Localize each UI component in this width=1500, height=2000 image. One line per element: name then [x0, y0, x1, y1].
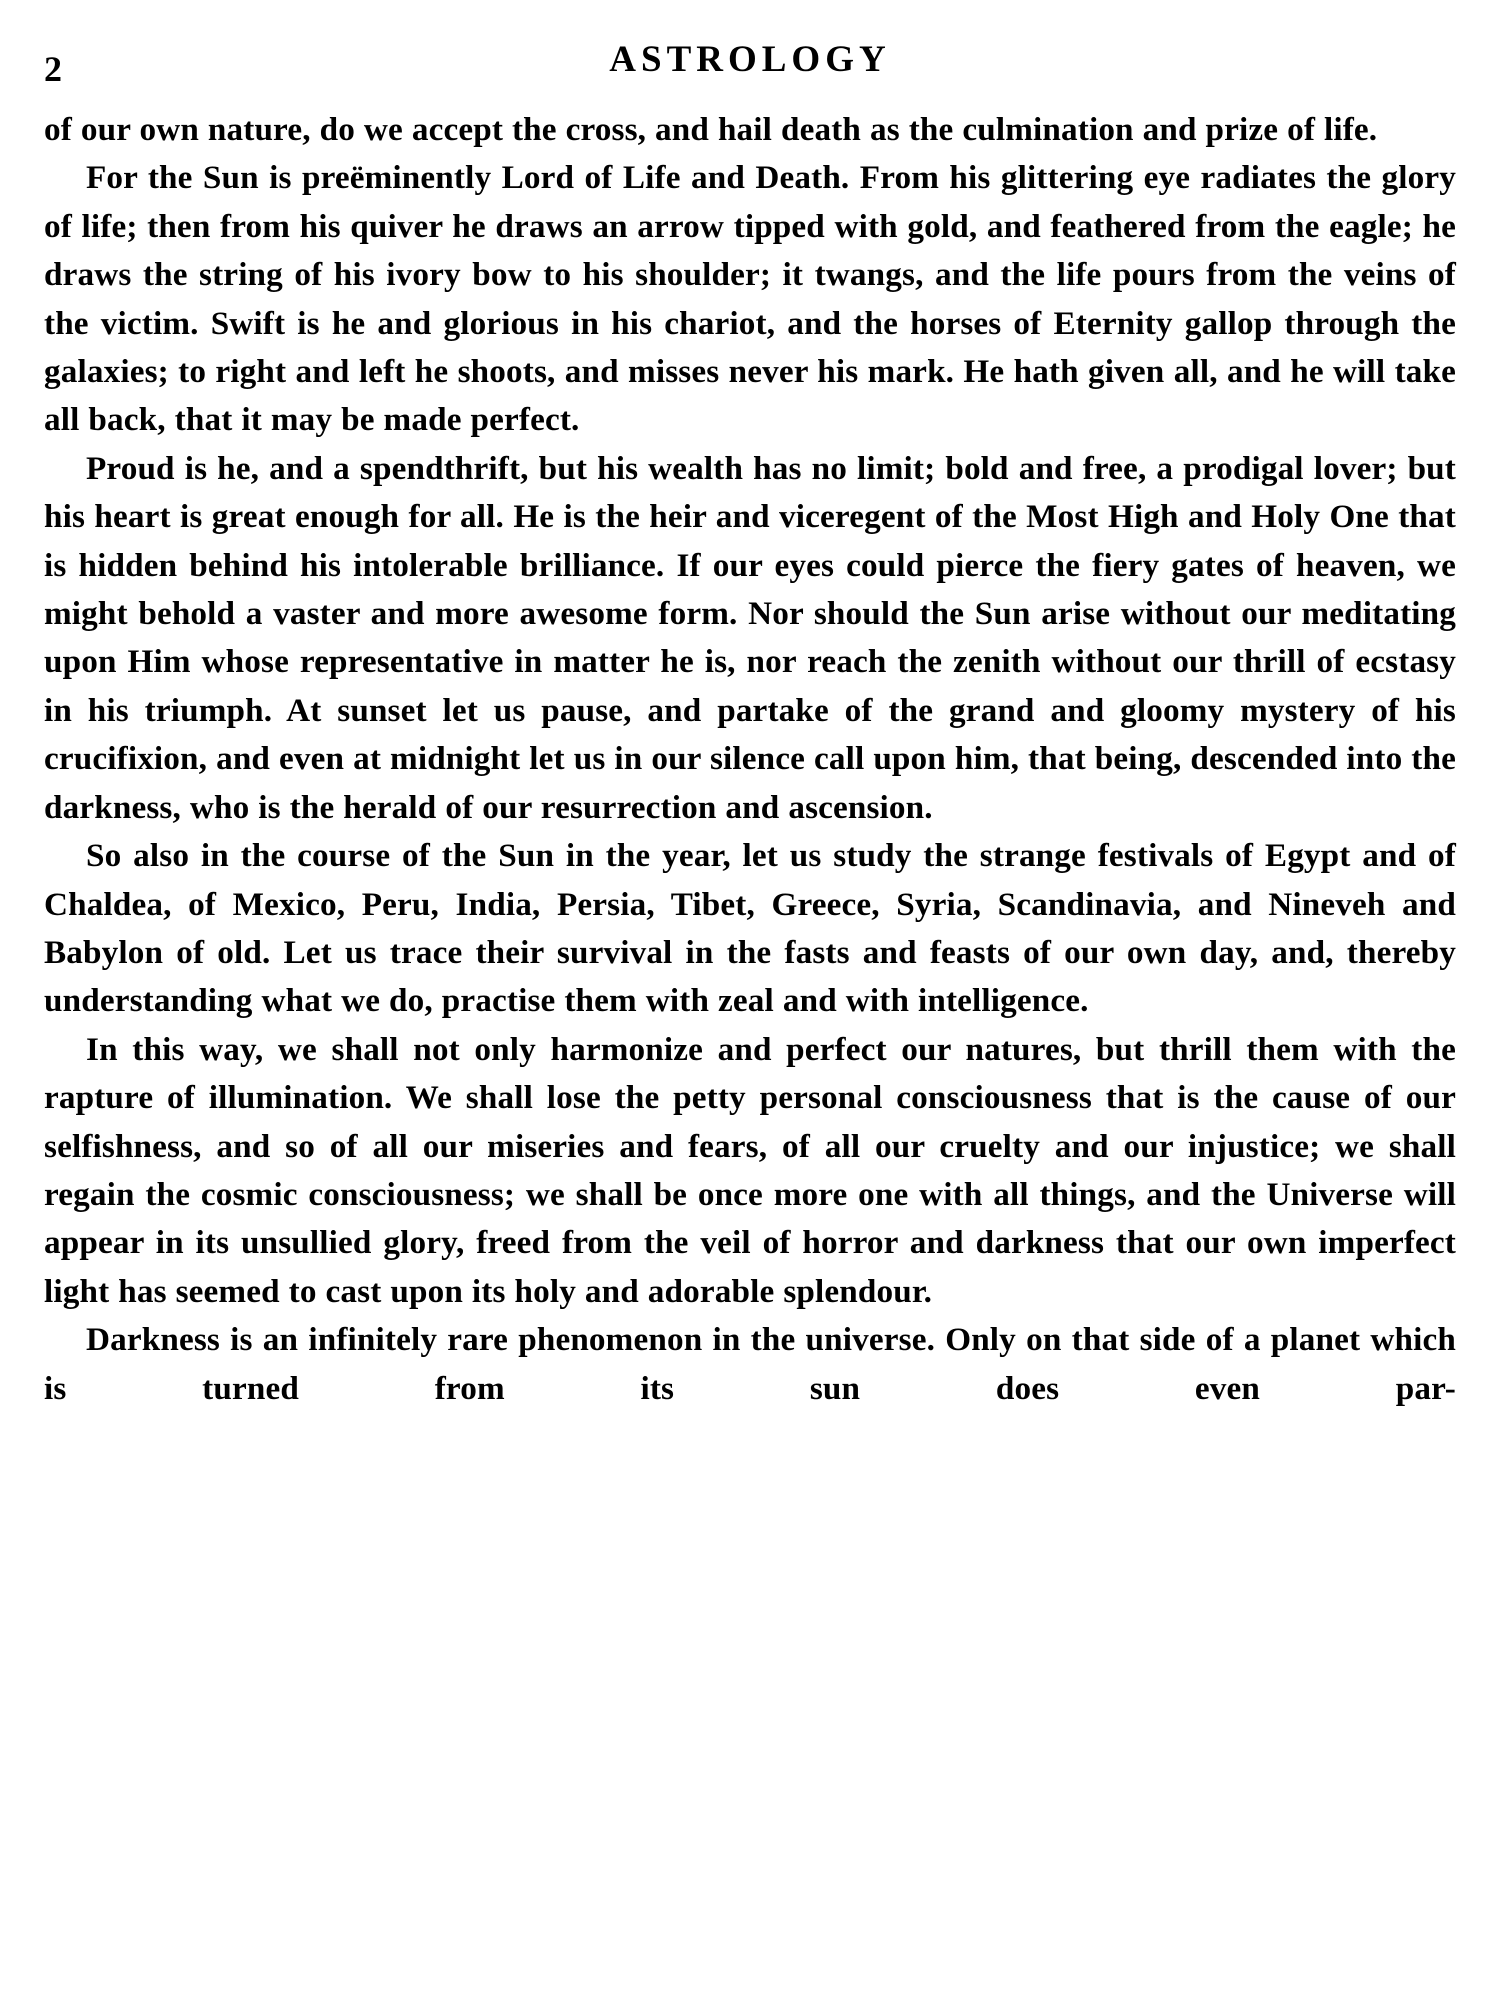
paragraph: of our own nature, do we accept the cross, and hail death as the culmination and prize of life. — [44, 111, 1378, 148]
paragraph: For the Sun is preëminently Lord of Life and Death. From his glittering eye radiates the glory of life; then from his quiver he draws an arrow tipped with gold, and feathered from the eagle; he draws the string of his ivory bow to his shoulder; it twangs, and the life pours from the veins of the victim. Swift is he and glorious in his chariot, and the horses of Eternity gallop through the galaxies; to right and left he shoots, and misses never his mark. He hath given all, and he will take all back, that it may be made perfect. — [44, 159, 1456, 439]
paragraph: In this way, we shall not only harmonize and perfect our natures, but thrill them with the rapture of illumination. We shall lose the petty personal consciousness that is the cause of our selfishness, and so of all our miseries and fears, of all our cruelty and our injustice; we shall regain the cosmic consciousness; we shall be once more one with all things, and the Universe will appear in its unsullied glory, freed from the veil of horror and darkness that our own imperfect light has seemed to cast upon its holy and adorable splendour. — [44, 1030, 1456, 1310]
page-header — [44, 30, 1456, 102]
body-text — [44, 106, 1456, 1413]
paragraph: Proud is he, and a spendthrift, but his wealth has no limit; bold and free, a prodigal lover; but his heart is great enough for all. He is the heir and viceregent of the Most High and Holy One that is hidden behind his intolerable brilliance. If our eyes could pierce the fiery gates of heaven, we might behold a vaster and more awesome form. Nor should the Sun arise without our meditating upon Him whose representative in matter he is, nor reach the zenith without our thrill of ecstasy in his triumph. At sunset let us pause, and partake of the grand and gloomy mystery of his crucifixion, and even at midnight let us in our silence call upon him, that being, descended into the darkness, who is the herald of our resurrection and ascension. — [44, 449, 1456, 826]
paragraph: Darkness is an infinitely rare phenomenon in the universe. Only on that side of a planet which is turned from its sun does even par- — [44, 1321, 1456, 1407]
running-head: ASTROLOGY — [609, 39, 891, 80]
paragraph: So also in the course of the Sun in the year, let us study the strange festivals of Egypt and of Chaldea, of Mexico, Peru, India, Persia, Tibet, Greece, Syria, Scandinavia, and Nineveh and Babylon of old. Let us trace their survival in the fasts and feasts of our own day, and, thereby understanding what we do, practise them with zeal and with intelligence. — [44, 837, 1456, 1020]
page-number: 2 — [44, 49, 63, 89]
